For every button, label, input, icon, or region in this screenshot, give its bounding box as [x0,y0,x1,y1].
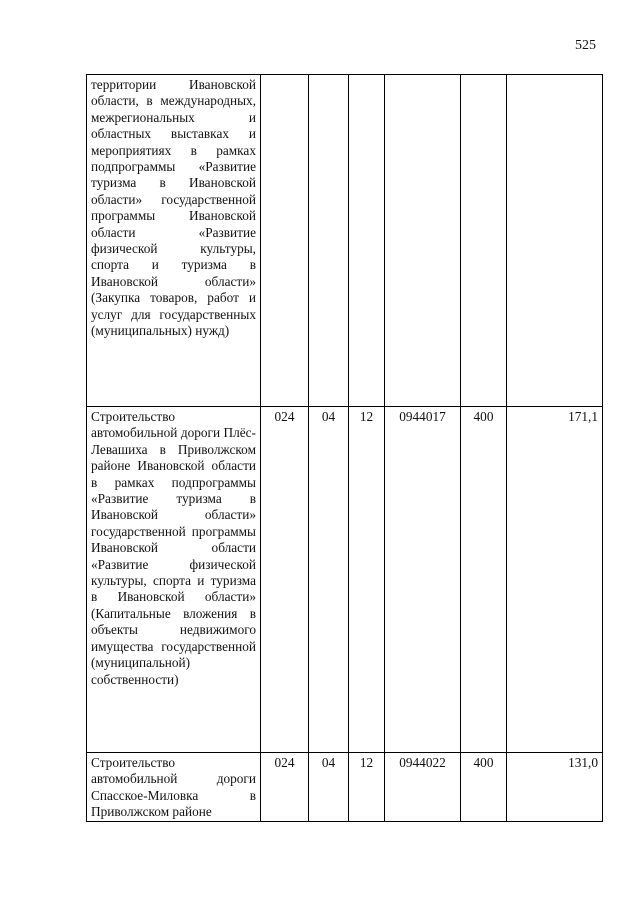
expense-name-cell: территории Ивановской области, в международных, межрегиональных и областных выставках и мероприятиях в рамках подпрограммы «Развитие туризма в Ивановской области» государственной программы Ивановской области «Развитие физической культуры, спорта и туризма в Ивановской области» (Закупка товаров, работ и услуг для государственных (муниципальных) нужд) [87,75,261,407]
table-row [87,753,603,822]
budget-table [86,74,603,822]
section-code-cell [309,75,349,407]
amount-cell: 171,1 [507,407,603,753]
target-article-cell: 0944017 [385,407,461,753]
section-code-cell: 04 [309,407,349,753]
amount-cell [507,75,603,407]
expense-type-cell: 400 [461,753,507,822]
target-article-cell [385,75,461,407]
section-code-cell: 04 [309,753,349,822]
subsection-code-cell [349,75,385,407]
table-row [87,407,603,753]
expense-name-cell: Строительство автомобильной дороги Спасское-Миловка в Приволжском районе [87,753,261,822]
expense-type-cell [461,75,507,407]
amount-cell: 131,0 [507,753,603,822]
subsection-code-cell: 12 [349,407,385,753]
expense-name-cell: Строительство автомобильной дороги Плёс-Левашиха в Приволжском районе Ивановской области в рамках подпрограммы «Развитие туризма в Ивановской области» государственной программы Ивановской области «Развитие физической культуры, спорта и туризма в Ивановской области» (Капитальные вложения в объекты недвижимого имущества государственной (муниципальной) собственности) [87,407,261,753]
grbs-code-cell: 024 [261,753,309,822]
page-number: 525 [575,38,596,53]
table-row [87,75,603,407]
expense-type-cell: 400 [461,407,507,753]
target-article-cell: 0944022 [385,753,461,822]
grbs-code-cell [261,75,309,407]
subsection-code-cell: 12 [349,753,385,822]
grbs-code-cell: 024 [261,407,309,753]
